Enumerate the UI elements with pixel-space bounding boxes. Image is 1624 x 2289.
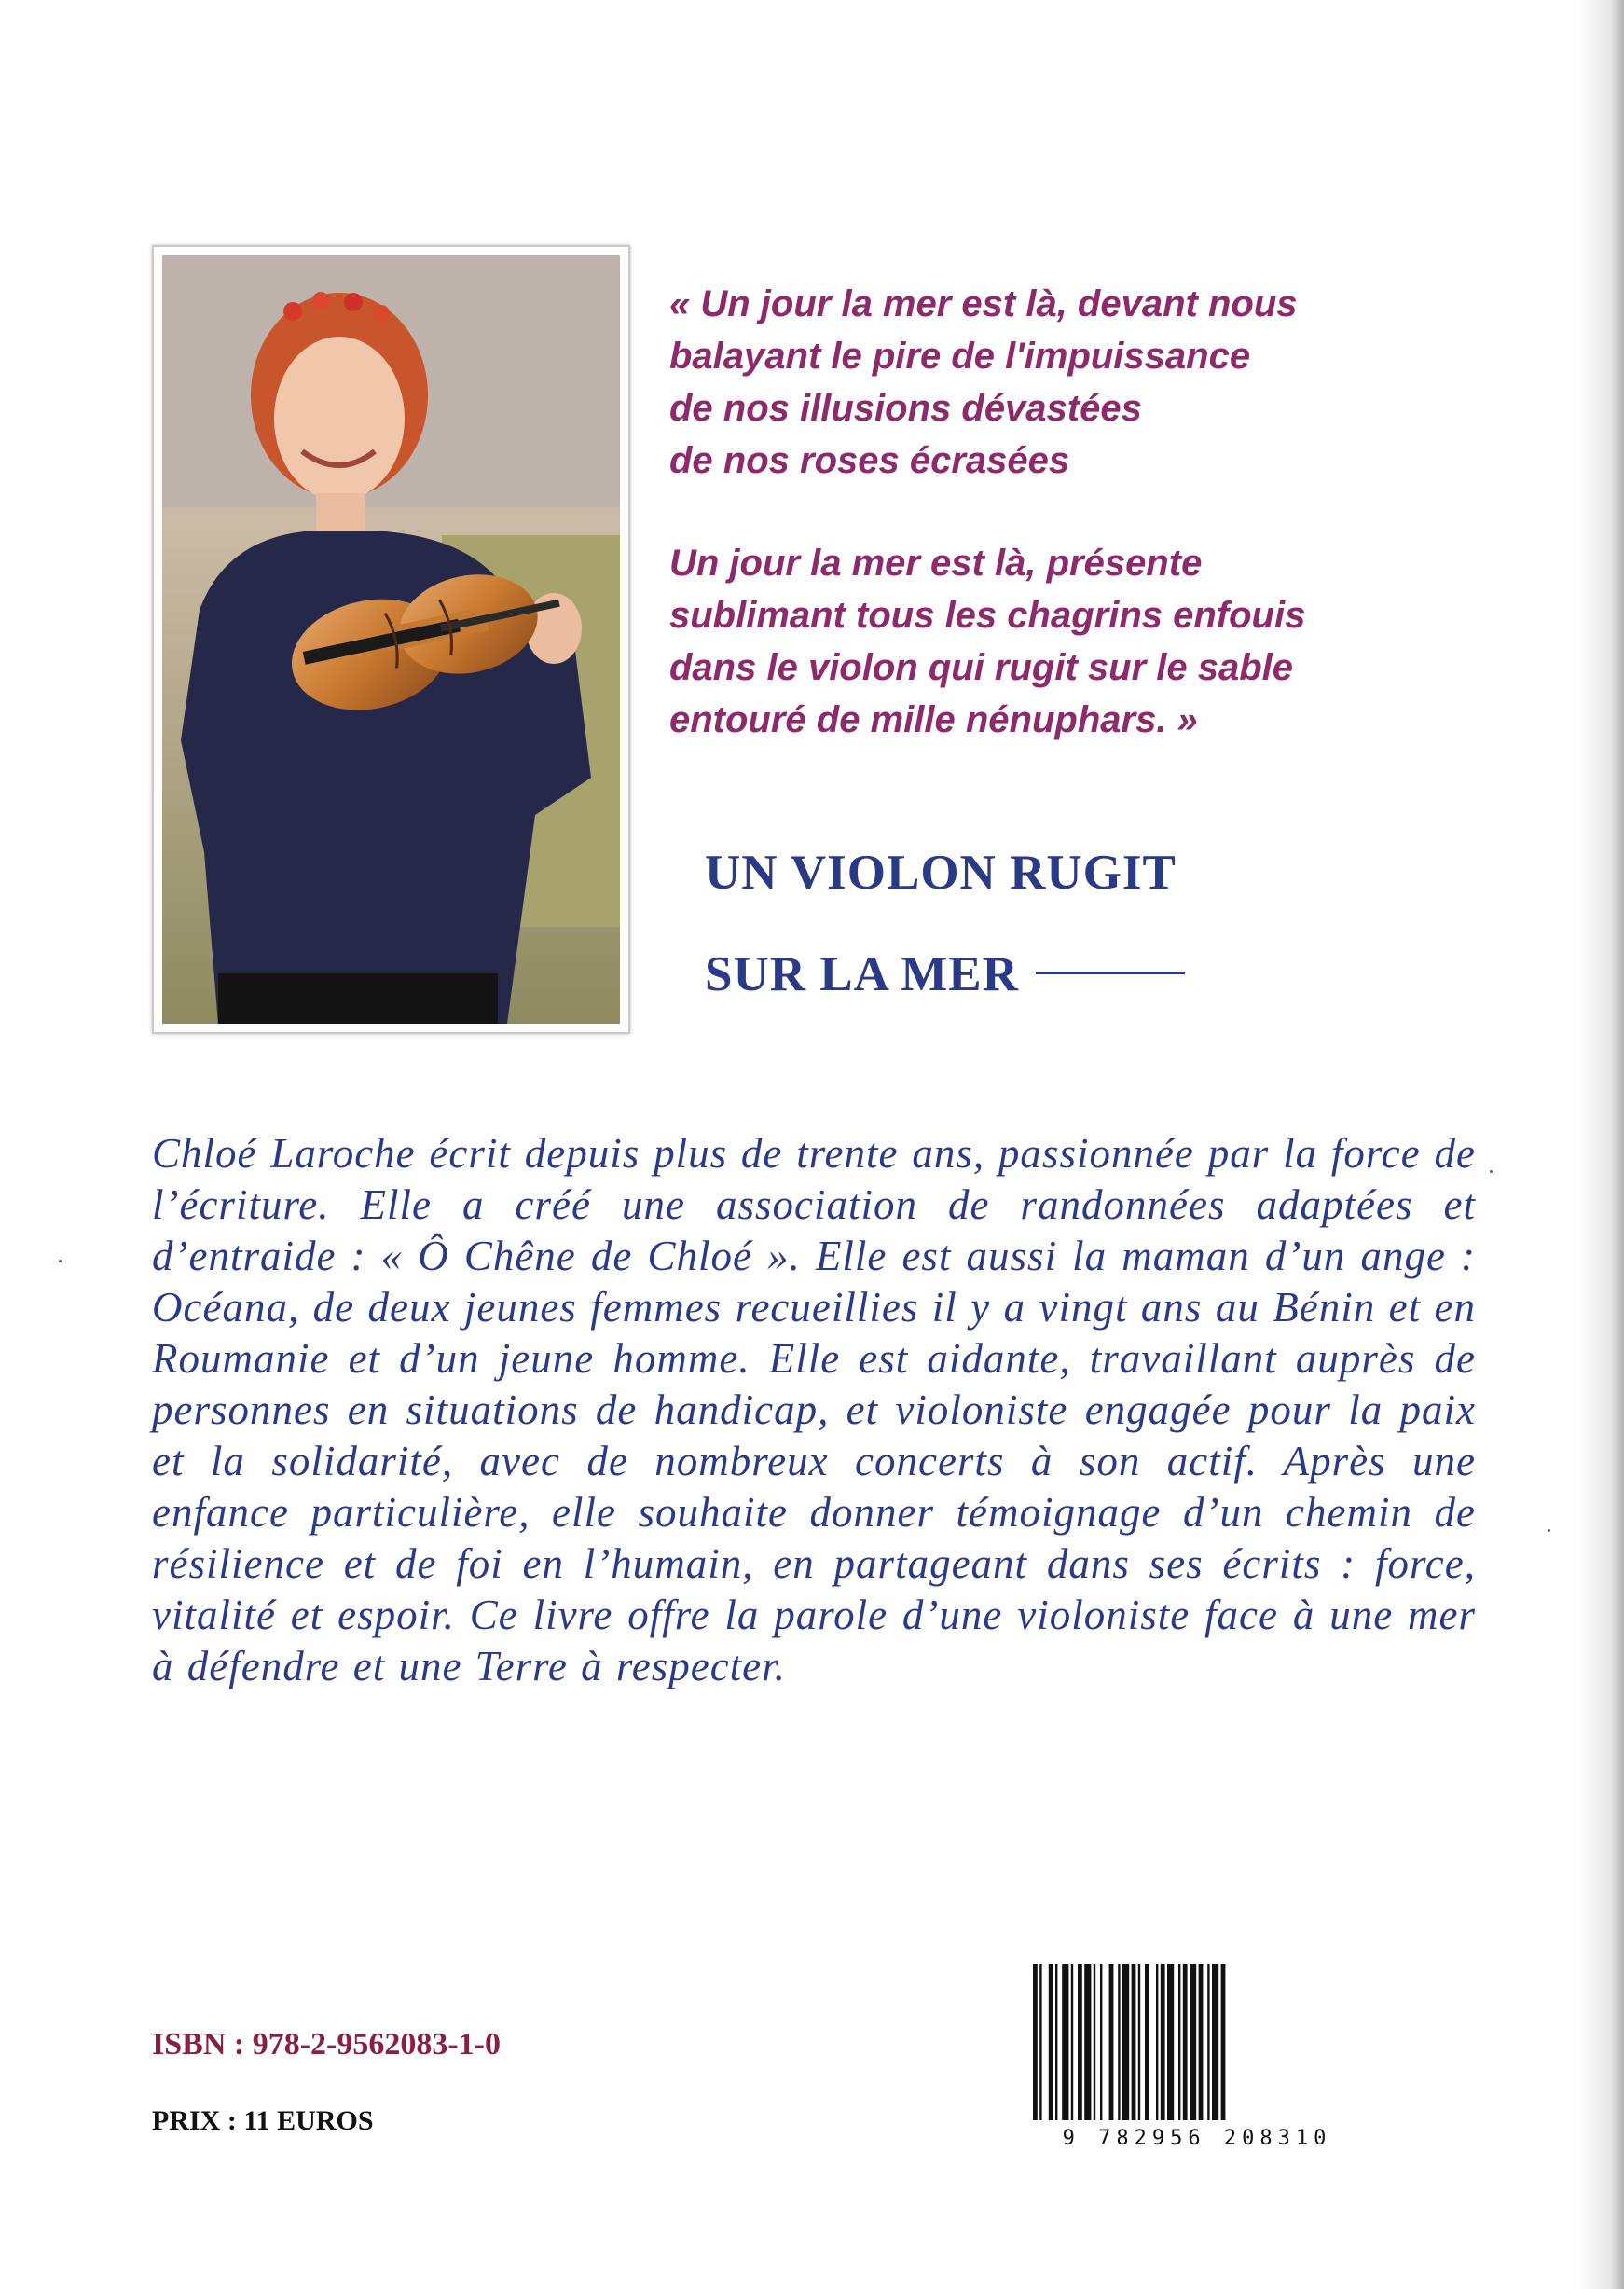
barcode-bar (1190, 1964, 1196, 2120)
barcode-bar (1167, 1964, 1174, 2120)
barcode-bar (1138, 1964, 1140, 2120)
poem-line: dans le violon qui rugit sur le sable (669, 647, 1294, 688)
barcode-bar (1033, 1964, 1038, 2120)
poem-excerpt (669, 278, 1508, 796)
barcode-bar (1078, 1964, 1082, 2120)
page-edge-shadow (1577, 0, 1624, 2289)
barcode-bar (1039, 1964, 1041, 2120)
barcode-bar (1178, 1964, 1180, 2120)
barcode-bar (1183, 1964, 1188, 2120)
title-dash-rule (1036, 972, 1185, 974)
author-photo (152, 245, 630, 1034)
barcode-bar (1122, 1964, 1129, 2120)
barcode-digits: 9 782956 208310 (1062, 2127, 1332, 2150)
barcode-bar (1221, 1964, 1226, 2120)
barcode-bar (1199, 1964, 1204, 2120)
poem-line: entouré de mille nénuphars. » (669, 699, 1198, 740)
print-speck (1548, 1529, 1550, 1532)
isbn-label: ISBN : 978-2-9562083-1-0 (152, 2027, 501, 2061)
barcode-bar (1145, 1964, 1149, 2120)
barcode-bar (1100, 1964, 1102, 2120)
poem-line: Un jour la mer est là, présente (669, 543, 1203, 584)
barcode-bar (1161, 1964, 1165, 2120)
print-speck (59, 1260, 62, 1262)
barcode-bars (1031, 1964, 1363, 2120)
barcode-bar (1132, 1964, 1136, 2120)
barcode-bar (1156, 1964, 1158, 2120)
barcode-bar (1049, 1964, 1053, 2120)
barcode-bar (1094, 1964, 1095, 2120)
poem-line: sublimant tous les chagrins enfouis (669, 595, 1306, 636)
barcode-bar (1118, 1964, 1120, 2120)
barcode-bar (1062, 1964, 1068, 2120)
book-title-line-1: UN VIOLON RUGIT (705, 846, 1177, 900)
barcode (1024, 1954, 1370, 2154)
author-photo-image (162, 255, 620, 1024)
barcode-bar (1071, 1964, 1073, 2120)
poem-line: « Un jour la mer est là, devant nous (669, 283, 1298, 324)
poem-line: de nos illusions dévastées (669, 388, 1142, 429)
poem-stanza-2 (669, 537, 1508, 746)
barcode-bar (1109, 1964, 1114, 2120)
barcode-bar (1084, 1964, 1091, 2120)
print-speck (1490, 1170, 1493, 1173)
poem-stanza-1 (669, 278, 1508, 487)
poem-line: balayant le pire de l'impuissance (669, 336, 1251, 377)
barcode-bar (1212, 1964, 1218, 2120)
barcode-bar (1207, 1964, 1209, 2120)
price-label: PRIX : 11 EUROS (152, 2105, 374, 2136)
barcode-bar (1055, 1964, 1057, 2120)
book-title-text: SUR LA MER (705, 947, 1019, 1001)
book-title-line-2 (705, 946, 1544, 1002)
poem-line: de nos roses écrasées (669, 440, 1070, 481)
author-bio: Chloé Laroche écrit depuis plus de trente ans, passionnée par la force de l’écriture. Elle a créé une association de randonnées adaptées et d’entraide : « Ô Chêne de Chloé ». Elle est aussi la maman d’un ange : Océana, de deux jeunes femmes recueillies il y a vingt ans au Bénin et en Roumanie et d’un jeune homme. Elle est aidante, travaillant auprès de personnes en situations de handicap, et violoniste engagée pour la paix et la solidarité, avec de nombreux concerts à son actif. Après une enfance particulière, elle souhaite donner témoignage d’un chemin de résilience et de foi en l’humain, en partageant dans ses écrits : force, vitalité et espoir. Ce livre offre la parole d’une violoniste face à une mer à défendre et une Terre à respecter. (152, 1130, 1476, 1689)
